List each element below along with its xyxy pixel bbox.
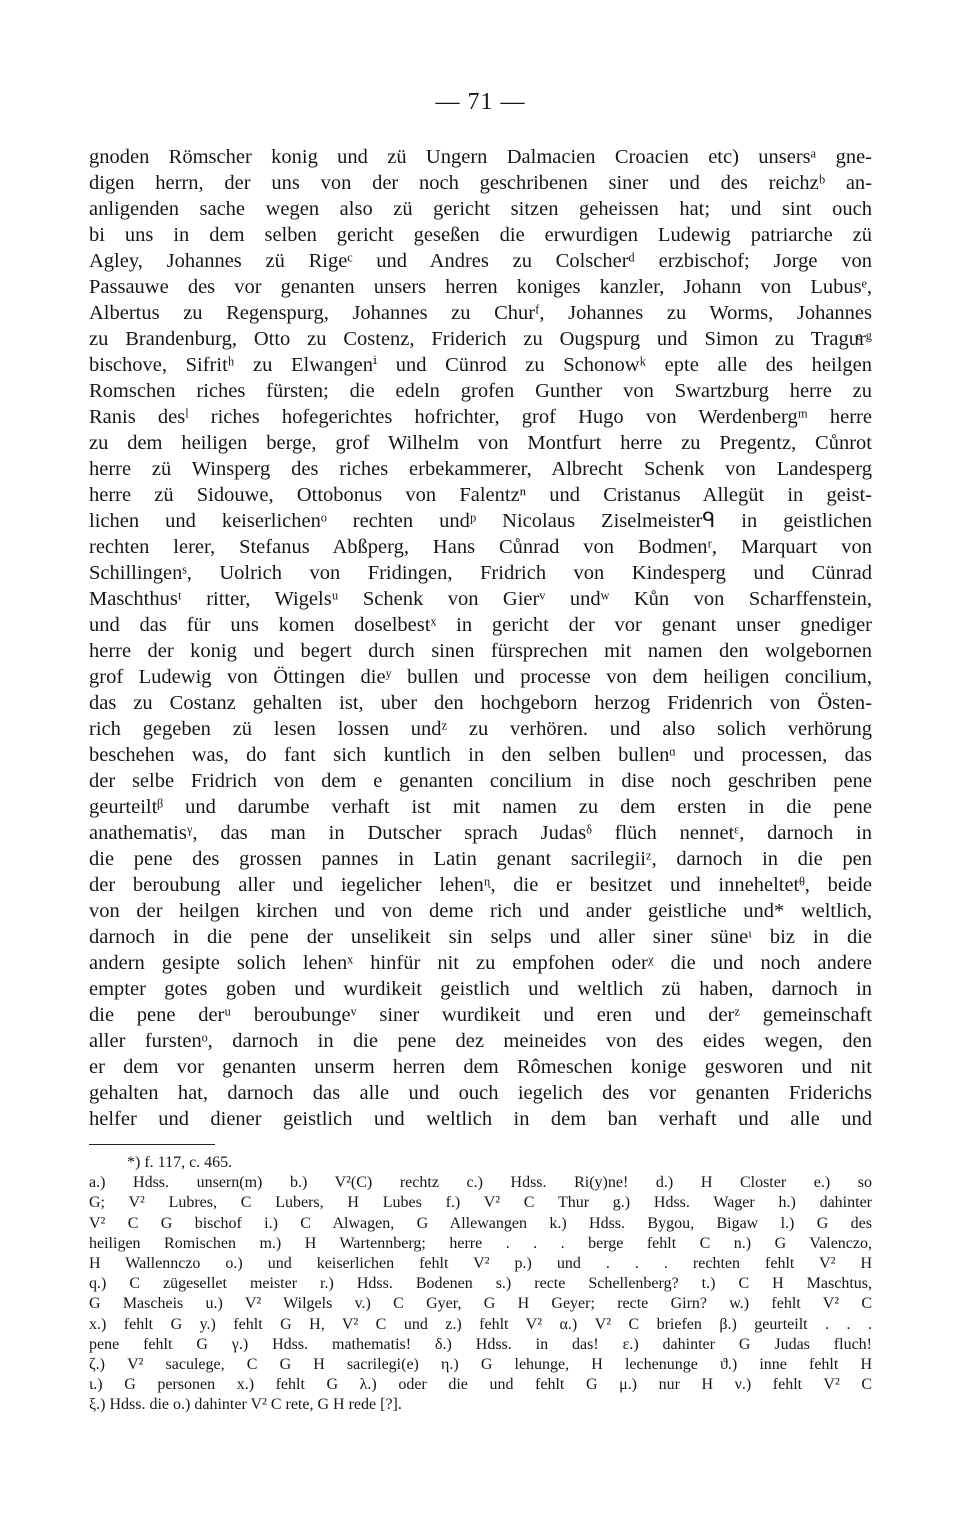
footnote-line: V² C G bischof i.) C Alwagen, G Allewangen k.) Hdss. Bygou, Bigaw l.) G des xyxy=(89,1214,872,1232)
text-line: darnoch in die pene der unselikeit sin selps und aller siner süneᶥ biz in die xyxy=(89,926,872,948)
text-line: lichen und keiserlichenᵒ rechten undᵖ Nicolaus Ziselmeisterᑫ in geistlichen xyxy=(89,510,872,532)
text-line: er dem vor genanten unserm herren dem Rômeschen konige gesworen und nit xyxy=(89,1056,872,1078)
footnote-line: G; V² Lubres, C Lubers, H Lubes f.) V² C Thur g.) Hdss. Wager h.) dahinter xyxy=(89,1194,872,1212)
text-line: bischove, Sifritʰ zu Elwangenⁱ und Cünrod zu Schonowᵏ epte alle des heilgen xyxy=(89,354,872,376)
text-line: von der heilgen kirchen und von deme rich und ander geistliche und* weltlich, xyxy=(89,900,872,922)
footnote-line: ξ.) Hdss. die o.) dahinter V² C rete, G H rede [?]. xyxy=(89,1396,402,1414)
text-line: gehalten hat, darnoch das alle und ouch iegelich des vor genanten Friderichs xyxy=(89,1082,872,1104)
text-line: der beroubung aller und iegelicher lehenᶯ, die er besitzet und inneheltetᶿ, beide xyxy=(89,874,872,896)
footnote-line: q.) C zügesellet meister r.) Hdss. Bodenen s.) recte Schellenberg? t.) C H Maschtus, xyxy=(89,1275,872,1293)
text-line: das zu Costanz gehalten ist, uber den hochgeborn herzog Fridenrich von Östen- xyxy=(89,692,872,714)
footnote-line: x.) fehlt G y.) fehlt G H, V² C und z.) fehlt V² α.) V² C briefen β.) geurteilt . . . xyxy=(89,1315,872,1333)
text-line: gnoden Römscher konig und zü Ungern Dalmacien Croacien etc) unsersᵃ gne- xyxy=(89,146,872,168)
text-line: herre zü Winsperg des riches erbekammerer, Albrecht Schenk von Landesperg xyxy=(89,458,872,480)
text-line: empter gotes goben und wurdikeit geistlich und weltlich zü haben, darnoch in xyxy=(89,978,872,1000)
text-line: Passauwe des vor genanten unsers herren koniges kanzler, Johann von Lubusᵉ, xyxy=(89,276,872,298)
text-line: die pene des grossen pannes in Latin genant sacrilegiiᶻ, darnoch in die pen xyxy=(89,848,872,870)
text-line: die pene derᵘ beroubungeᵛ siner wurdikeit und eren und derᶻ gemeinschaft xyxy=(89,1004,872,1026)
text-line: und das für uns komen doselbestˣ in gericht der vor genant unser gnediger xyxy=(89,614,872,636)
footnote-line: pene fehlt G γ.) Hdss. mathematis! δ.) Hdss. in das! ε.) dahinter G Judas fluch! xyxy=(89,1335,872,1353)
text-line: herre zü Sidouwe, Ottobonus von Falentzⁿ und Cristanus Allegüt in geist- xyxy=(89,484,872,506)
text-line: der selbe Fridrich von dem e genanten concilium in dise noch geschriben pene xyxy=(89,770,872,792)
text-line: anligenden sache wegen also zü gericht sitzen geheissen hat; und sint ouch xyxy=(89,198,872,220)
text-line: aller furstenᵒ, darnoch in die pene dez meineides von des eides wegen, den xyxy=(89,1030,872,1052)
text-line: helfer und diener geistlich und weltlich in dem ban verhaft und alle und xyxy=(89,1108,872,1130)
text-line: digen herrn, der uns von der noch geschribenen siner und des reichzᵇ an- xyxy=(89,172,872,194)
text-line: Albertus zu Regenspurg, Johannes zu Churᶠ, Johannes zu Worms, Johannes xyxy=(89,302,872,324)
text-line: grof Ludewig von Öttingen dieʸ bullen und processe von dem heiligen concilium, xyxy=(89,666,872,688)
text-line: andern gesipte solich lehenˣ hinfür nit zu empfohen oderᵡ die und noch andere xyxy=(89,952,872,974)
footnote-line: G Mascheis u.) V² Wilgels v.) C Gyer, G H Geyer; recte Girn? w.) fehlt V² C xyxy=(89,1295,872,1313)
text-line: rechten lerer, Stefanus Abßperg, Hans Cůnrad von Bodmenʳ, Marquart von xyxy=(89,536,872,558)
footnotes xyxy=(89,1153,872,1415)
footnote-rule xyxy=(89,1144,215,1145)
footnote-line: H Wallennczo o.) und keiserlichen fehlt V² p.) und . . . rechten fehlt V² H xyxy=(89,1254,872,1272)
text-line: zu dem heiligen berge, grof Wilhelm von Montfurt herre zu Pregentz, Cůnrot xyxy=(89,432,872,454)
text-line: herre der konig und begert durch sinen fürsprechen mit namen den wolgebornen xyxy=(89,640,872,662)
text-line: rich gegeben zü lesen lossen undᶻ zu verhören. und also solich verhörung xyxy=(89,718,872,740)
text-line: anathematisᵞ, das man in Dutscher sprach Judasᵟ flüch nennetᵋ, darnoch in xyxy=(89,822,872,844)
footnote-line: ι.) G personen x.) fehlt G λ.) oder die und fehlt G μ.) nur H ν.) fehlt V² C xyxy=(89,1376,872,1394)
main-text xyxy=(89,144,872,1132)
text-line: Maschthusᵗ ritter, Wigelsᵘ Schenk von Gierᵛ undʷ Kůn von Scharffenstein, xyxy=(89,588,872,610)
text-line: Schillingenˢ, Uolrich von Fridingen, Fridrich von Kindesperg und Cünrad xyxy=(89,562,872,584)
text-line: Romschen riches fürsten; die edeln grofen Gunther von Swartzburg herre zu xyxy=(89,380,872,402)
footnote-line: heiligen Romischen m.) H Wartennberg; herre . . . berge fehlt C n.) G Valenczo, xyxy=(89,1234,872,1252)
footnote-line: *) f. 117, c. 465. xyxy=(127,1154,233,1171)
text-line: Ranis desˡ riches hofegerichtes hofrichter, grof Hugo von Werdenbergᵐ herre xyxy=(89,406,872,428)
footnote-line: a.) Hdss. unsern(m) b.) V²(C) rechtz c.) Hdss. Ri(y)ne! d.) H Closter e.) so xyxy=(89,1174,872,1192)
text-line: zu Brandenburg, Otto zu Costenz, Friderich zu Ougspurg und Simon zu Traguͤrᵍ xyxy=(89,328,872,350)
footnote-line: ζ.) V² saculege, C G H sacrilegi(e) η.) G lehunge, H lechenunge ϑ.) inne fehlt H xyxy=(89,1355,872,1373)
text-line: beschehen was, do fant sich kuntlich in den selben bullenᵅ und processen, das xyxy=(89,744,872,766)
text-line: Agley, Johannes zü Rigeᶜ und Andres zu Colscherᵈ erzbischof; Jorge von xyxy=(89,250,872,272)
page-number: — 71 — xyxy=(435,89,526,115)
text-line: geurteiltᵝ und darumbe verhaft ist mit namen zu dem ersten in die pene xyxy=(89,796,872,818)
text-line: bi uns in dem selben gericht geseßen die erwurdigen Ludewig patriarche zü xyxy=(89,224,872,246)
